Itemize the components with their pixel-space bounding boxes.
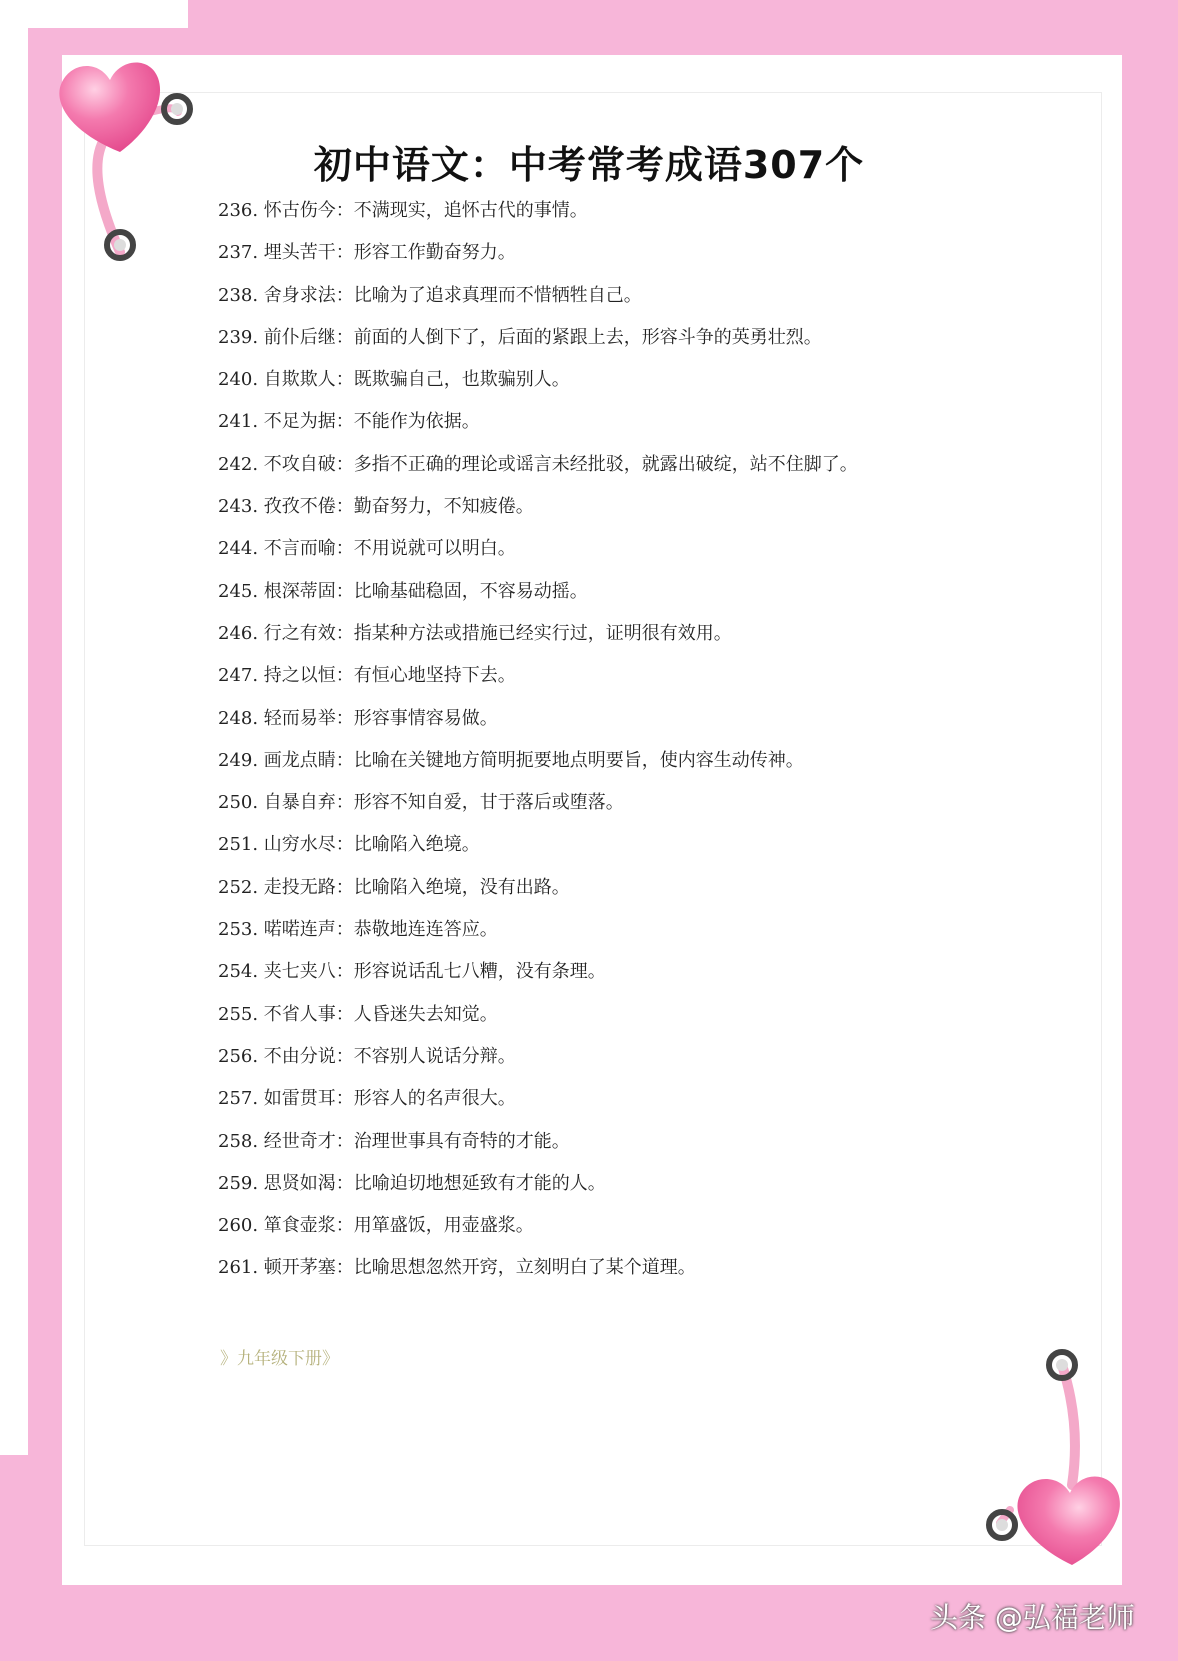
list-item: 255. 不省人事：人昏迷失去知觉。 — [218, 1003, 498, 1025]
list-item: 259. 思贤如渴：比喻迫切地想延致有才能的人。 — [218, 1172, 606, 1194]
frame-band-top — [188, 0, 1178, 55]
list-item: 260. 箪食壶浆：用箪盛饭，用壶盛浆。 — [218, 1215, 534, 1237]
list-item: 261. 顿开茅塞：比喻思想忽然开窍，立刻明白了某个道理。 — [218, 1257, 696, 1279]
page-title: 初中语文：中考常考成语307个 — [313, 143, 865, 187]
list-item: 246. 行之有效：指某种方法或措施已经实行过，证明很有效用。 — [218, 622, 732, 644]
list-item: 240. 自欺欺人：既欺骗自己，也欺骗别人。 — [218, 369, 570, 391]
list-item: 257. 如雷贯耳：形容人的名声很大。 — [218, 1088, 516, 1110]
list-item: 247. 持之以恒：有恒心地坚持下去。 — [218, 665, 516, 687]
list-item: 254. 夹七夹八：形容说话乱七八糟，没有条理。 — [218, 961, 606, 983]
list-item: 237. 埋头苦干：形容工作勤奋努力。 — [218, 242, 516, 264]
list-item: 243. 孜孜不倦：勤奋努力，不知疲倦。 — [218, 496, 534, 518]
list-item: 244. 不言而喻：不用说就可以明白。 — [218, 538, 516, 560]
list-item: 252. 走投无路：比喻陷入绝境，没有出路。 — [218, 876, 570, 898]
list-item: 236. 怀古伤今：不满现实，追怀古代的事情。 — [218, 200, 588, 221]
list-item: 250. 自暴自弃：形容不知自爱，甘于落后或堕落。 — [218, 792, 624, 814]
list-item: 239. 前仆后继：前面的人倒下了，后面的紧跟上去，形容斗争的英勇壮烈。 — [218, 326, 822, 348]
section-note: 》九年级下册》 — [220, 1349, 339, 1369]
list-item: 256. 不由分说：不容别人说话分辩。 — [218, 1045, 516, 1067]
list-item: 248. 轻而易举：形容事情容易做。 — [218, 707, 498, 729]
list-item: 238. 舍身求法：比喻为了追求真理而不惜牺牲自己。 — [218, 284, 642, 306]
list-item: 241. 不足为据：不能作为依据。 — [218, 411, 480, 433]
list-item: 258. 经世奇才：治理世事具有奇特的才能。 — [218, 1130, 570, 1152]
list-item: 253. 喏喏连声：恭敬地连连答应。 — [218, 919, 498, 941]
list-item: 245. 根深蒂固：比喻基础稳固，不容易动摇。 — [218, 580, 588, 602]
idiom-list — [218, 196, 858, 1296]
list-item: 249. 画龙点睛：比喻在关键地方简明扼要地点明要旨，使内容生动传神。 — [218, 749, 804, 771]
list-item: 251. 山穷水尽：比喻陷入绝境。 — [218, 834, 480, 856]
heart-ring-icon-bottom-right — [980, 1345, 1140, 1575]
watermark: 头条 @弘福老师 — [930, 1601, 1135, 1634]
list-item: 242. 不攻自破：多指不正确的理论或谣言未经批驳，就露出破绽，站不住脚了。 — [218, 453, 858, 475]
